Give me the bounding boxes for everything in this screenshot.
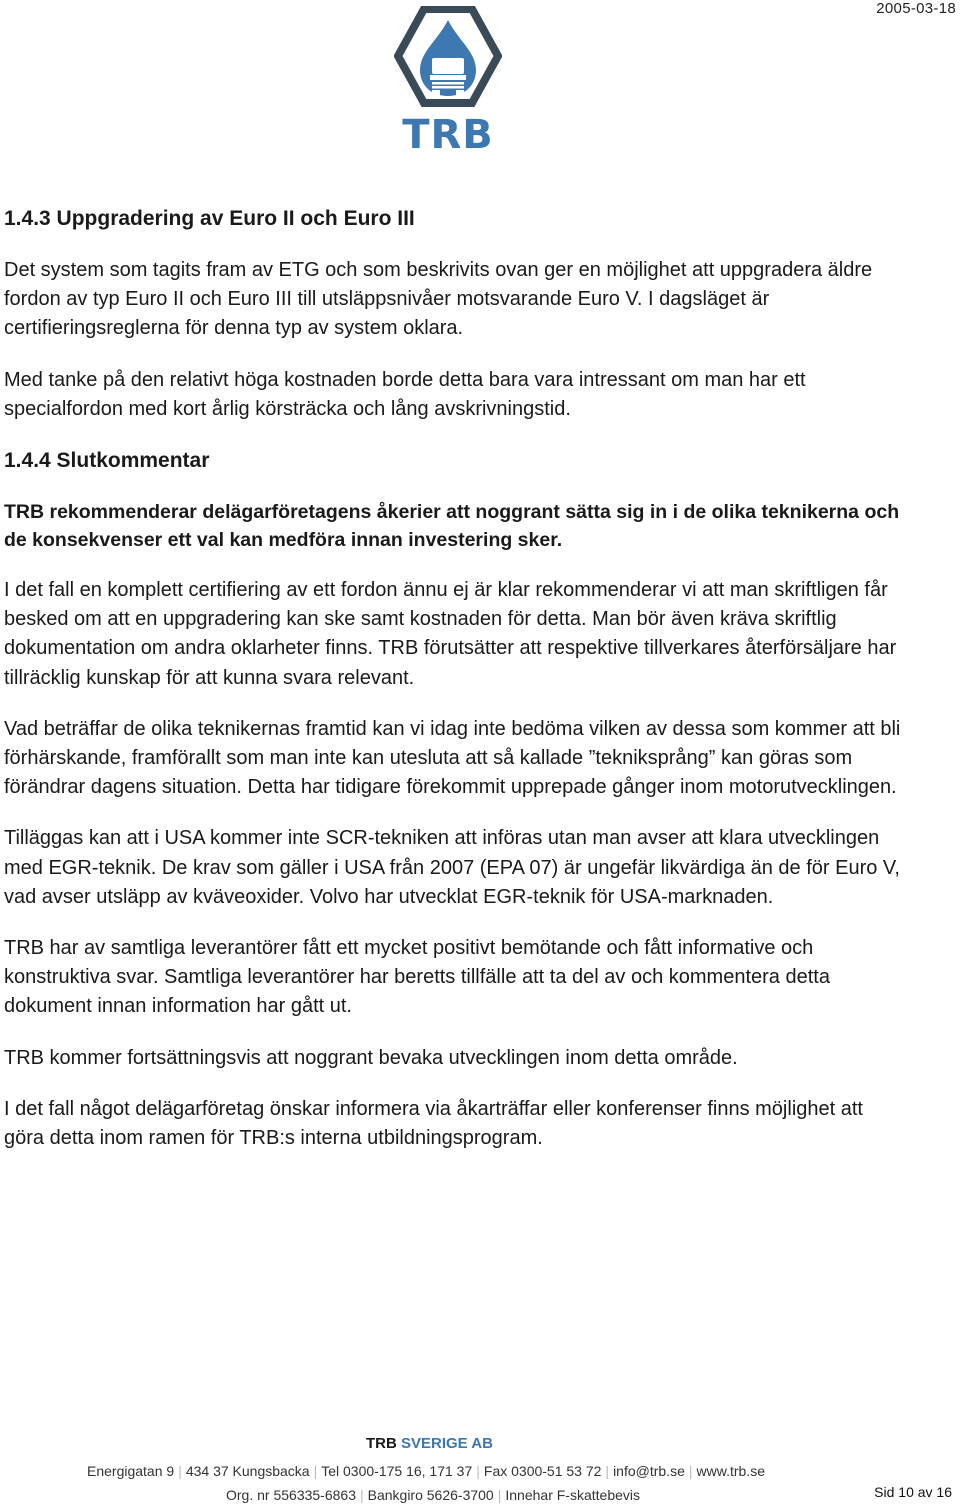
footer-bankgiro: Bankgiro 5626-3700 [367,1487,494,1503]
company-prefix: TRB [366,1435,397,1452]
footer-website-link[interactable]: www.trb.se [696,1463,765,1479]
recommendation-paragraph: TRB rekommenderar delägarföretagens åkerier att noggrant sätta sig in i de olika teknikerna och de konsekvenser ett val kan medföra innan investering sker. [4,501,900,552]
company-suffix: SVERIGE AB [401,1435,493,1452]
footer-address-line: Energigatan 9 | 434 37 Kungsbacka | Tel 0300-175 16, 171 37 | Fax 0300-51 53 72 | info@trb.se | www.trb.se [87,1463,765,1479]
paragraph: TRB kommer fortsättningsvis att noggrant bevaka utvecklingen inom detta område. [4,1046,738,1069]
paragraph: Vad beträffar de olika teknikernas framtid kan vi idag inte bedöma vilken av dessa som kommer att bli förhärskande, framförallt som man inte kan utesluta att så kallade ”tekniksprång” kan göras som förändrar dagens situation. Detta har tidigare förekommit upprepade gånger inom motorutvecklingen. [4,717,901,799]
footer-postal: 434 37 Kungsbacka [185,1463,310,1479]
footer-street: Energigatan 9 [87,1463,175,1479]
footer-tax-status: Innehar F-skattebevis [505,1487,640,1503]
trb-logo [394,6,502,156]
paragraph: Med tanke på den relativt höga kostnaden borde detta bara vara intressant om man har ett specialfordon med kort årlig körsträcka och lång avskrivningstid. [4,368,806,420]
document-body [4,200,904,1153]
footer-org-number: Org. nr 556335-6863 [226,1487,356,1503]
page-number: Sid 10 av 16 [874,1484,952,1500]
document-date: 2005-03-18 [876,0,956,17]
footer-fax: Fax 0300-51 53 72 [483,1463,602,1479]
logo-wordmark: TRB [402,112,494,158]
truck-emblem-icon [394,6,502,116]
paragraph: Tilläggas kan att i USA kommer inte SCR-tekniken att införas utan man avser att klara utvecklingen med EGR-teknik. De krav som gäller i USA från 2007 (EPA 07) är ungefär likvärdiga än de för Euro V, vad avser utsläpp av kväveoxider. Volvo har utvecklat EGR-teknik för USA-marknaden. [4,827,900,908]
section-heading-1-4-4: 1.4.4 Slutkommentar [4,449,210,473]
paragraph: I det fall något delägarföretag önskar informera via åkarträffar eller konferenser finns möjlighet att göra detta inom ramen för TRB:s interna utbildningsprogram. [4,1097,863,1150]
footer-email-link[interactable]: info@trb.se [613,1463,685,1479]
paragraph: I det fall en komplett certifiering av ett fordon ännu ej är klar rekommenderar vi att man skriftligen får besked om att en uppgradering kan ske samt kostnaden för detta. Man bör även kräva skriftlig dokumentation om andra oklarheter finns. TRB förutsätter att respektive tillverkares återförsäljare har tillräcklig kunskap för att kunna svara relevant. [4,579,897,689]
footer-company-name [366,1435,493,1452]
paragraph: TRB har av samtliga leverantörer fått ett mycket positivt bemötande och fått informative och konstruktiva svar. Samtliga leverantörer har beretts tillfälle att ta del av och kommentera detta dokument innan information har gått ut. [4,937,830,1018]
paragraph: Det system som tagits fram av ETG och som beskrivits ovan ger en möjlighet att uppgradera äldre fordon av typ Euro II och Euro III till utsläppsnivåer motsvarande Euro V. I dagsläget är certifieringsreglerna för denna typ av system oklara. [4,259,873,340]
footer-org-line: Org. nr 556335-6863 | Bankgiro 5626-3700 | Innehar F-skattebevis [226,1487,640,1503]
footer-phone: Tel 0300-175 16, 171 37 [321,1463,473,1479]
section-heading-1-4-3: 1.4.3 Uppgradering av Euro II och Euro III [4,207,415,230]
